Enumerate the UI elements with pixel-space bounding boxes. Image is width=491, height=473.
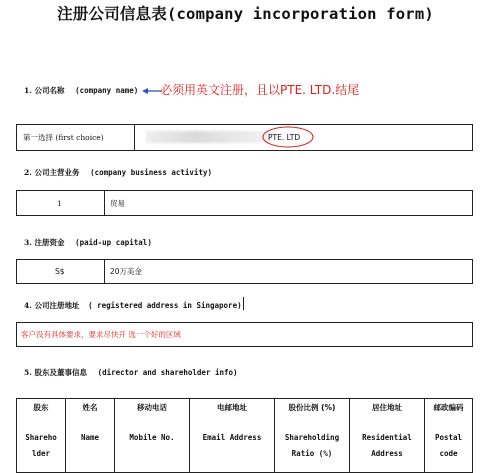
col-shareholder-en: Shareho lder: [25, 433, 57, 458]
col-name: [66, 399, 115, 473]
text-cursor: [243, 297, 244, 310]
business-activity-row: [16, 190, 473, 216]
col-email-cn: 电邮地址: [217, 403, 247, 412]
capital-currency: S$: [55, 267, 65, 276]
col-share-ratio: [275, 399, 350, 473]
business-value: 贸易: [110, 198, 125, 208]
col-mobile-en: Mobile No.: [129, 433, 175, 442]
col-residential-en: Residential Address: [362, 433, 412, 458]
col-name-cn: 姓名: [82, 403, 98, 412]
col-mobile: [115, 399, 190, 473]
table-header-row: [17, 399, 473, 473]
col-email: [190, 399, 275, 473]
col-email-en: Email Address: [202, 433, 262, 442]
section1-heading-cn: 1. 公司名称: [24, 86, 65, 95]
section1-heading-en: (company name): [75, 86, 139, 95]
col-share-ratio-en: Shareholding Ratio (%): [284, 433, 340, 458]
col-shareholder: [17, 399, 66, 473]
col-share-ratio-cn: 股份比例 (%): [288, 403, 336, 412]
first-choice-row: [16, 124, 473, 151]
section4-heading-cn: 4. 公司注册地址: [24, 301, 80, 310]
section4-heading-en: ( registered address in Singapore): [88, 301, 242, 310]
capital-value: 20万美金: [110, 267, 143, 276]
section3-heading: [24, 237, 152, 248]
col-postal-cn: 邮政编码: [433, 403, 464, 412]
registered-address-note: 客户没有具体要求，要求尽快开 选一个好的区域: [21, 330, 181, 339]
col-mobile-cn: 移动电话: [137, 403, 167, 412]
section3-heading-en: (paid-up capital): [75, 238, 152, 247]
col-shareholder-cn: 股东: [33, 403, 49, 412]
name-suffix: PTE. LTD: [268, 133, 301, 142]
registered-address-row: [16, 322, 473, 347]
section3-heading-cn: 3. 注册资金: [24, 238, 65, 247]
col-name-en: Name: [80, 433, 100, 442]
capital-row: [16, 259, 473, 284]
col-postal: [425, 399, 473, 473]
section1-heading: [24, 85, 138, 96]
section4-heading: [24, 300, 242, 311]
section2-heading-cn: 2. 公司主营业务: [24, 168, 80, 177]
section5-heading-en: (director and shareholder info): [97, 368, 238, 377]
first-choice-label: 第一选择 (first choice): [23, 133, 104, 142]
page-title: 注册公司信息表(company incorporation form): [57, 5, 434, 23]
suffix-circle-mark: [261, 125, 315, 149]
section1-note: 必须用英文注册，且以PTE. LTD.结尾: [160, 83, 360, 97]
redacted-company-name: [146, 131, 270, 143]
col-postal-en: Postal code: [434, 433, 463, 458]
col-residential: [350, 399, 425, 473]
business-index: 1: [57, 198, 62, 208]
section5-heading: [24, 367, 238, 378]
shareholder-table: [16, 398, 473, 473]
arrow-left-icon: [142, 87, 162, 95]
section5-heading-cn: 5. 股东及董事信息: [24, 368, 87, 377]
section2-heading-en: (company business activity): [90, 168, 212, 177]
col-residential-cn: 居住地址: [372, 403, 402, 412]
section2-heading: [24, 167, 212, 178]
